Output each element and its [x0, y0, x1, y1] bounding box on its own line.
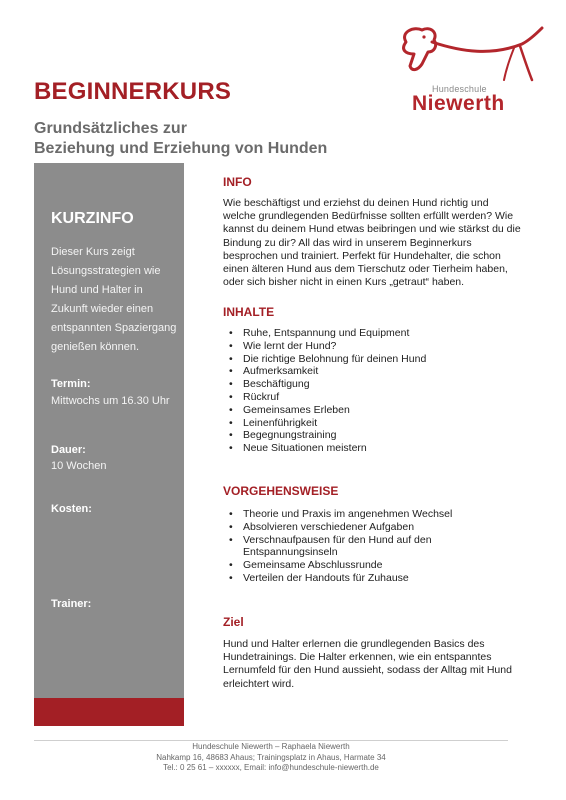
list-item [223, 534, 453, 560]
kosten-label: Kosten: [51, 503, 92, 515]
list-item [223, 559, 523, 572]
info-section [223, 175, 523, 289]
vorgehensweise-heading: VORGEHENSWEISE [223, 484, 339, 498]
list-item-text: Gemeinsames Erleben [243, 403, 350, 416]
bullet-icon: • [229, 429, 233, 442]
bullet-icon: • [229, 339, 233, 352]
bullet-icon: • [229, 403, 233, 416]
bullet-icon: • [229, 508, 233, 520]
bullet-icon: • [229, 390, 233, 403]
list-item-text: Begegnungstraining [243, 429, 337, 442]
list-item [223, 404, 523, 417]
list-item [223, 353, 523, 366]
list-item-text: Gemeinsame Abschlussrunde [243, 559, 383, 572]
info-heading: INFO [223, 175, 252, 189]
list-item-text: Aufmerksamkeit [243, 365, 319, 378]
list-item-text: Neue Situationen meistern [243, 442, 367, 455]
info-text: Wie beschäftigst und erziehst du deinen Hund richtig und welche grundlegenden Bedürfnisse sollten erfüllt werden? Wie kannst du deinem Hund etwas beibringen und wie stärkst du die Bindung zu dir? All das wird in unserem Beginnerkurs besprochen und trainiert. Perfekt für Hundehalter, die schon einen älteren Hund aus dem Tierschutz oder Tierheim haben, oder sich bisher nicht in einen Kurs „getraut“ haben. [223, 197, 521, 289]
list-item [223, 521, 523, 534]
list-item [223, 429, 523, 442]
ziel-heading: Ziel [223, 615, 244, 629]
list-item [223, 327, 523, 340]
sidebar-title: KURZINFO [51, 210, 134, 227]
logo-subtitle: Hundeschule [432, 84, 487, 94]
bullet-icon: • [229, 365, 233, 378]
list-item [223, 340, 523, 353]
hundeschule-logo [392, 22, 552, 122]
kurzinfo-sidebar [34, 163, 184, 698]
termin-value: Mittwochs um 16.30 Uhr [51, 395, 170, 407]
dauer-value: 10 Wochen [51, 460, 107, 472]
inhalte-section [223, 305, 523, 455]
sidebar-accent-bar [34, 698, 184, 726]
list-item-text: Absolvieren verschiedener Aufgaben [243, 520, 415, 533]
ziel-text: Hund und Halter erlernen die grundlegenden Basics des Hundetrainings. Die Halter erkennen, wie ein entspanntes Lernumfeld für den Hund aussieht, sodass der Alltag mit Hund erleichtert wird. [223, 638, 512, 690]
trainer-label: Trainer: [51, 598, 92, 610]
list-item [223, 378, 523, 391]
bullet-icon: • [229, 520, 233, 533]
list-item-text: Verschnaufpausen für den Hund auf den Entspannungsinseln [243, 533, 432, 559]
inhalte-list [223, 327, 523, 455]
bullet-icon: • [229, 533, 233, 546]
list-item [223, 572, 523, 585]
logo-name: Niewerth [412, 92, 505, 115]
list-item-text: Wie lernt der Hund? [243, 339, 337, 352]
list-item [223, 508, 523, 521]
bullet-icon: • [229, 378, 233, 391]
list-item-text: Ruhe, Entspannung und Equipment [243, 327, 410, 339]
subtitle-line: Grundsätzliches zur [34, 120, 187, 137]
bullet-icon: • [229, 442, 233, 455]
footer-divider [34, 740, 508, 741]
list-item [223, 417, 523, 430]
bullet-icon: • [229, 559, 233, 572]
vorgehensweise-section [223, 484, 523, 585]
list-item-text: Die richtige Belohnung für deinen Hund [243, 352, 427, 365]
list-item-text: Leinenführigkeit [243, 416, 318, 429]
vorgehensweise-list [223, 508, 523, 585]
list-item [223, 442, 523, 455]
footer [34, 742, 508, 774]
bullet-icon: • [229, 416, 233, 429]
sidebar-description: Dieser Kurs zeigt Lösungsstrategien wie Hund und Halter in Zukunft wieder einen entspannten Spaziergang genießen können. [51, 246, 177, 353]
list-item-text: Beschäftigung [243, 378, 310, 391]
list-item [223, 365, 523, 378]
list-item-text: Theorie und Praxis im angenehmen Wechsel [243, 508, 453, 520]
footer-line: Hundeschule Niewerth – Raphaela Niewerth [192, 742, 350, 751]
footer-line: Nahkamp 16, 48683 Ahaus; Trainingsplatz in Ahaus, Harmate 34 [156, 752, 386, 762]
page-title: BEGINNERKURS [34, 78, 232, 105]
footer-line: Tel.: 0 25 61 – xxxxxx, Email: info@hundeschule-niewerth.de [163, 763, 379, 772]
page-subtitle [34, 119, 327, 159]
list-item-text: Rückruf [243, 390, 280, 403]
termin-label: Termin: [51, 378, 91, 390]
list-item-text: Verteilen der Handouts für Zuhause [243, 571, 409, 584]
bullet-icon: • [229, 571, 233, 584]
dauer-label: Dauer: [51, 444, 86, 456]
bullet-icon: • [229, 327, 233, 339]
dog-outline-icon [392, 22, 552, 92]
ziel-section [223, 615, 523, 691]
list-item [223, 391, 523, 404]
bullet-icon: • [229, 352, 233, 365]
subtitle-line: Beziehung und Erziehung von Hunden [34, 140, 328, 157]
inhalte-heading: INHALTE [223, 305, 275, 319]
